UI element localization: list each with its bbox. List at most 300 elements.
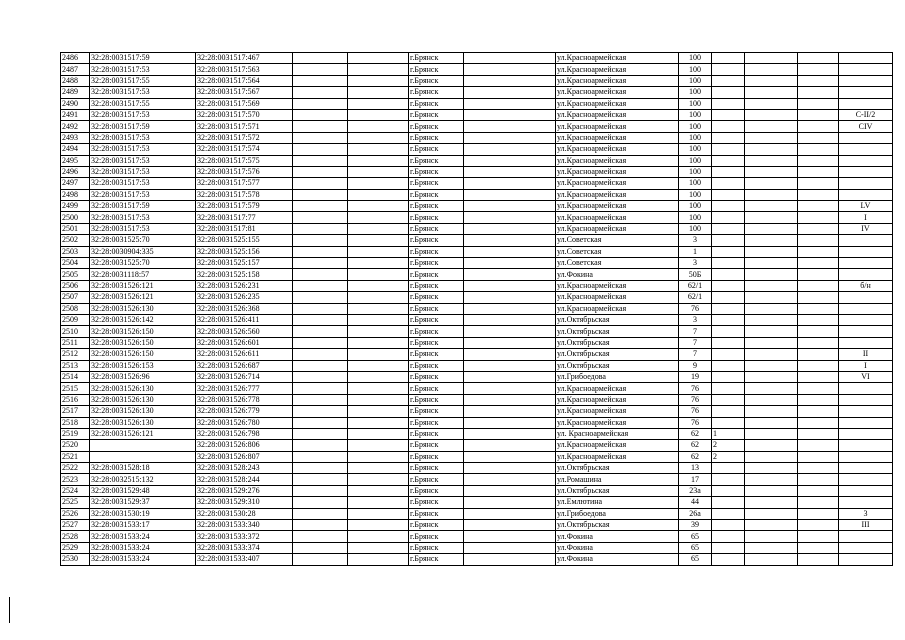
empty-cell [464, 463, 556, 474]
house-number-cell: 17 [679, 474, 712, 485]
empty-cell [798, 451, 839, 462]
floor-cell [712, 166, 745, 177]
table-row [61, 451, 893, 462]
premises-number-cell: II [839, 349, 893, 360]
street-cell: ул.Красноармейская [556, 189, 679, 200]
street-cell: ул.Фокина [556, 531, 679, 542]
city-cell: г.Брянск [409, 314, 464, 325]
table-row [61, 531, 893, 542]
empty-cell [293, 531, 348, 542]
cadastral-quarter-cell: 32:28:0031517:53 [90, 109, 196, 120]
empty-cell [798, 64, 839, 75]
cadastral-number-cell: 32:28:0031517:467 [196, 53, 293, 64]
street-cell: ул.Красноармейская [556, 132, 679, 143]
empty-cell [798, 326, 839, 337]
register-table-body [61, 53, 893, 566]
empty-cell [798, 258, 839, 269]
floor-cell [712, 144, 745, 155]
cadastral-quarter-cell: 32:28:0030904:335 [90, 246, 196, 257]
premises-number-cell [839, 303, 893, 314]
table-row [61, 326, 893, 337]
empty-cell [293, 201, 348, 212]
cadastral-number-cell: 32:28:0031528:243 [196, 463, 293, 474]
table-row [61, 406, 893, 417]
empty-cell [464, 497, 556, 508]
house-number-cell: 19 [679, 371, 712, 382]
street-cell: ул.Красноармейская [556, 144, 679, 155]
cadastral-quarter-cell: 32:28:0031517:53 [90, 189, 196, 200]
empty-cell [348, 189, 409, 200]
empty-cell [348, 155, 409, 166]
empty-cell [293, 178, 348, 189]
empty-cell [745, 155, 798, 166]
cadastral-number-cell: 32:28:0031526:411 [196, 314, 293, 325]
premises-number-cell: LV [839, 201, 893, 212]
table-row [61, 360, 893, 371]
empty-cell [464, 451, 556, 462]
street-cell: ул.Красноармейская [556, 223, 679, 234]
empty-cell [464, 520, 556, 531]
house-number-cell: 23а [679, 485, 712, 496]
cadastral-number-cell: 32:28:0031517:574 [196, 144, 293, 155]
empty-cell [293, 440, 348, 451]
street-cell: ул.Октябрьская [556, 360, 679, 371]
empty-cell [293, 542, 348, 553]
table-row [61, 98, 893, 109]
floor-cell [712, 201, 745, 212]
premises-number-cell: CIV [839, 121, 893, 132]
empty-cell [464, 292, 556, 303]
house-number-cell: 76 [679, 394, 712, 405]
premises-number-cell [839, 314, 893, 325]
empty-cell [798, 155, 839, 166]
row-number-cell: 2521 [61, 451, 90, 462]
street-cell: ул.Фокина [556, 554, 679, 565]
floor-cell [712, 132, 745, 143]
table-row [61, 235, 893, 246]
cadastral-quarter-cell: 32:28:0031526:121 [90, 292, 196, 303]
empty-cell [745, 212, 798, 223]
empty-cell [745, 132, 798, 143]
floor-cell [712, 542, 745, 553]
row-number-cell: 2493 [61, 132, 90, 143]
empty-cell [348, 485, 409, 496]
empty-cell [293, 189, 348, 200]
floor-cell [712, 497, 745, 508]
city-cell: г.Брянск [409, 246, 464, 257]
premises-number-cell [839, 178, 893, 189]
empty-cell [745, 554, 798, 565]
table-row [61, 132, 893, 143]
empty-cell [464, 235, 556, 246]
empty-cell [464, 98, 556, 109]
street-cell: ул.Советская [556, 246, 679, 257]
row-number-cell: 2496 [61, 166, 90, 177]
house-number-cell: 65 [679, 531, 712, 542]
empty-cell [293, 87, 348, 98]
empty-cell [798, 349, 839, 360]
floor-cell [712, 75, 745, 86]
empty-cell [745, 428, 798, 439]
premises-number-cell [839, 394, 893, 405]
city-cell: г.Брянск [409, 132, 464, 143]
street-cell: ул.Красноармейская [556, 383, 679, 394]
empty-cell [745, 520, 798, 531]
premises-number-cell [839, 132, 893, 143]
floor-cell [712, 258, 745, 269]
house-number-cell: 62/1 [679, 280, 712, 291]
row-number-cell: 2530 [61, 554, 90, 565]
house-number-cell: 100 [679, 155, 712, 166]
floor-cell: 1 [712, 428, 745, 439]
cadastral-quarter-cell: 32:28:0031530:19 [90, 508, 196, 519]
cadastral-number-cell: 32:28:0031526:780 [196, 417, 293, 428]
table-row [61, 246, 893, 257]
premises-number-cell: С-II/2 [839, 109, 893, 120]
empty-cell [798, 246, 839, 257]
city-cell: г.Брянск [409, 144, 464, 155]
empty-cell [293, 554, 348, 565]
premises-number-cell [839, 463, 893, 474]
empty-cell [293, 121, 348, 132]
empty-cell [348, 280, 409, 291]
city-cell: г.Брянск [409, 406, 464, 417]
empty-cell [745, 497, 798, 508]
empty-cell [798, 474, 839, 485]
cadastral-quarter-cell: 32:28:0031533:24 [90, 542, 196, 553]
cadastral-quarter-cell: 32:28:0031517:59 [90, 201, 196, 212]
empty-cell [348, 314, 409, 325]
empty-cell [745, 463, 798, 474]
empty-cell [745, 474, 798, 485]
premises-number-cell: I [839, 360, 893, 371]
city-cell: г.Брянск [409, 349, 464, 360]
street-cell: ул.Красноармейская [556, 166, 679, 177]
empty-cell [798, 223, 839, 234]
empty-cell [745, 303, 798, 314]
empty-cell [464, 508, 556, 519]
row-number-cell: 2526 [61, 508, 90, 519]
register-page [60, 52, 876, 566]
empty-cell [745, 121, 798, 132]
empty-cell [348, 508, 409, 519]
city-cell: г.Брянск [409, 166, 464, 177]
floor-cell: 2 [712, 451, 745, 462]
table-row [61, 280, 893, 291]
city-cell: г.Брянск [409, 542, 464, 553]
row-number-cell: 2516 [61, 394, 90, 405]
cadastral-quarter-cell: 32:28:0031517:53 [90, 212, 196, 223]
house-number-cell: 100 [679, 178, 712, 189]
floor-cell [712, 371, 745, 382]
empty-cell [348, 497, 409, 508]
table-row [61, 258, 893, 269]
city-cell: г.Брянск [409, 292, 464, 303]
city-cell: г.Брянск [409, 337, 464, 348]
cadastral-quarter-cell: 32:28:0031525:70 [90, 235, 196, 246]
empty-cell [293, 109, 348, 120]
house-number-cell: 76 [679, 417, 712, 428]
floor-cell: 2 [712, 440, 745, 451]
house-number-cell: 76 [679, 383, 712, 394]
floor-cell [712, 292, 745, 303]
empty-cell [348, 144, 409, 155]
city-cell: г.Брянск [409, 485, 464, 496]
floor-cell [712, 474, 745, 485]
empty-cell [798, 337, 839, 348]
floor-cell [712, 235, 745, 246]
empty-cell [798, 87, 839, 98]
empty-cell [745, 64, 798, 75]
empty-cell [293, 258, 348, 269]
house-number-cell: 3 [679, 235, 712, 246]
premises-number-cell [839, 87, 893, 98]
empty-cell [293, 326, 348, 337]
empty-cell [293, 428, 348, 439]
street-cell: ул.Октябрьская [556, 349, 679, 360]
empty-cell [464, 349, 556, 360]
table-row [61, 542, 893, 553]
cadastral-number-cell: 32:28:0031517:577 [196, 178, 293, 189]
empty-cell [464, 417, 556, 428]
empty-cell [348, 463, 409, 474]
city-cell: г.Брянск [409, 223, 464, 234]
street-cell: ул.Грибоедова [556, 371, 679, 382]
house-number-cell: 100 [679, 109, 712, 120]
empty-cell [464, 144, 556, 155]
row-number-cell: 2524 [61, 485, 90, 496]
table-row [61, 189, 893, 200]
premises-number-cell: б/н [839, 280, 893, 291]
row-number-cell: 2487 [61, 64, 90, 75]
cadastral-quarter-cell: 32:28:0031528:18 [90, 463, 196, 474]
cadastral-number-cell: 32:28:0031517:77 [196, 212, 293, 223]
empty-cell [293, 314, 348, 325]
empty-cell [348, 269, 409, 280]
cadastral-number-cell: 32:28:0031526:611 [196, 349, 293, 360]
table-row [61, 178, 893, 189]
empty-cell [348, 258, 409, 269]
empty-cell [348, 428, 409, 439]
street-cell: ул.Красноармейская [556, 75, 679, 86]
street-cell: ул.Октябрьская [556, 463, 679, 474]
row-number-cell: 2506 [61, 280, 90, 291]
table-row [61, 371, 893, 382]
empty-cell [464, 303, 556, 314]
floor-cell [712, 485, 745, 496]
floor-cell [712, 394, 745, 405]
floor-cell [712, 314, 745, 325]
street-cell: ул.Красноармейская [556, 178, 679, 189]
empty-cell [293, 235, 348, 246]
empty-cell [464, 280, 556, 291]
house-number-cell: 13 [679, 463, 712, 474]
house-number-cell: 3 [679, 258, 712, 269]
floor-cell [712, 531, 745, 542]
cadastral-number-cell: 32:28:0031517:571 [196, 121, 293, 132]
row-number-cell: 2523 [61, 474, 90, 485]
premises-number-cell [839, 75, 893, 86]
floor-cell [712, 280, 745, 291]
empty-cell [745, 508, 798, 519]
table-row [61, 166, 893, 177]
empty-cell [348, 87, 409, 98]
house-number-cell: 7 [679, 337, 712, 348]
empty-cell [745, 109, 798, 120]
empty-cell [745, 440, 798, 451]
table-row [61, 474, 893, 485]
empty-cell [745, 53, 798, 64]
street-cell: ул.Красноармейская [556, 394, 679, 405]
row-number-cell: 2497 [61, 178, 90, 189]
cadastral-number-cell: 32:28:0031526:235 [196, 292, 293, 303]
city-cell: г.Брянск [409, 508, 464, 519]
street-cell: ул.Красноармейская [556, 292, 679, 303]
cadastral-quarter-cell: 32:28:0031517:53 [90, 132, 196, 143]
city-cell: г.Брянск [409, 235, 464, 246]
empty-cell [745, 349, 798, 360]
cadastral-number-cell: 32:28:0031529:310 [196, 497, 293, 508]
premises-number-cell [839, 485, 893, 496]
table-row [61, 144, 893, 155]
floor-cell [712, 520, 745, 531]
city-cell: г.Брянск [409, 258, 464, 269]
empty-cell [745, 87, 798, 98]
city-cell: г.Брянск [409, 212, 464, 223]
row-number-cell: 2507 [61, 292, 90, 303]
empty-cell [293, 497, 348, 508]
empty-cell [745, 451, 798, 462]
row-number-cell: 2529 [61, 542, 90, 553]
street-cell: ул.Красноармейская [556, 87, 679, 98]
empty-cell [464, 428, 556, 439]
empty-cell [745, 542, 798, 553]
floor-cell [712, 337, 745, 348]
empty-cell [798, 508, 839, 519]
row-number-cell: 2510 [61, 326, 90, 337]
premises-number-cell [839, 406, 893, 417]
floor-cell [712, 360, 745, 371]
house-number-cell: 44 [679, 497, 712, 508]
premises-number-cell [839, 326, 893, 337]
empty-cell [798, 542, 839, 553]
cadastral-quarter-cell: 32:28:0031517:53 [90, 223, 196, 234]
row-number-cell: 2518 [61, 417, 90, 428]
row-number-cell: 2512 [61, 349, 90, 360]
empty-cell [798, 394, 839, 405]
cadastral-quarter-cell: 32:28:0031526:130 [90, 303, 196, 314]
row-number-cell: 2525 [61, 497, 90, 508]
empty-cell [293, 64, 348, 75]
table-row [61, 337, 893, 348]
premises-number-cell [839, 144, 893, 155]
empty-cell [798, 53, 839, 64]
city-cell: г.Брянск [409, 109, 464, 120]
city-cell: г.Брянск [409, 75, 464, 86]
empty-cell [293, 337, 348, 348]
empty-cell [798, 109, 839, 120]
empty-cell [348, 326, 409, 337]
empty-cell [293, 463, 348, 474]
floor-cell [712, 155, 745, 166]
city-cell: г.Брянск [409, 360, 464, 371]
street-cell: ул.Октябрьская [556, 337, 679, 348]
empty-cell [798, 292, 839, 303]
table-row [61, 87, 893, 98]
row-number-cell: 2492 [61, 121, 90, 132]
empty-cell [798, 189, 839, 200]
row-number-cell: 2501 [61, 223, 90, 234]
empty-cell [798, 144, 839, 155]
table-row [61, 201, 893, 212]
house-number-cell: 100 [679, 189, 712, 200]
floor-cell [712, 98, 745, 109]
empty-cell [348, 531, 409, 542]
row-number-cell: 2517 [61, 406, 90, 417]
house-number-cell: 100 [679, 87, 712, 98]
cadastral-quarter-cell: 32:28:0031517:59 [90, 53, 196, 64]
empty-cell [798, 485, 839, 496]
house-number-cell: 9 [679, 360, 712, 371]
floor-cell [712, 87, 745, 98]
city-cell: г.Брянск [409, 428, 464, 439]
empty-cell [348, 246, 409, 257]
floor-cell [712, 463, 745, 474]
empty-cell [293, 155, 348, 166]
empty-cell [293, 166, 348, 177]
table-row [61, 64, 893, 75]
house-number-cell: 1 [679, 246, 712, 257]
empty-cell [798, 360, 839, 371]
cadastral-quarter-cell: 32:28:0031118:57 [90, 269, 196, 280]
floor-cell [712, 326, 745, 337]
street-cell: ул.Грибоедова [556, 508, 679, 519]
empty-cell [798, 280, 839, 291]
table-row [61, 440, 893, 451]
premises-number-cell: IV [839, 223, 893, 234]
empty-cell [348, 451, 409, 462]
house-number-cell: 65 [679, 554, 712, 565]
row-number-cell: 2527 [61, 520, 90, 531]
floor-cell [712, 178, 745, 189]
cadastral-number-cell: 32:28:0031528:244 [196, 474, 293, 485]
cadastral-number-cell: 32:28:0031533:407 [196, 554, 293, 565]
empty-cell [745, 258, 798, 269]
street-cell: ул.Красноармейская [556, 109, 679, 120]
premises-number-cell [839, 155, 893, 166]
empty-cell [464, 383, 556, 394]
cadastral-number-cell: 32:28:0031526:687 [196, 360, 293, 371]
empty-cell [348, 360, 409, 371]
house-number-cell: 62 [679, 451, 712, 462]
row-number-cell: 2508 [61, 303, 90, 314]
street-cell: ул.Красноармейская [556, 303, 679, 314]
house-number-cell: 3 [679, 314, 712, 325]
empty-cell [745, 314, 798, 325]
empty-cell [745, 201, 798, 212]
page-edge-mark [9, 597, 10, 623]
cadastral-quarter-cell: 32:28:0031526:121 [90, 428, 196, 439]
cadastral-number-cell: 32:28:0031526:368 [196, 303, 293, 314]
street-cell: ул.Октябрьская [556, 326, 679, 337]
cadastral-number-cell: 32:28:0031517:564 [196, 75, 293, 86]
cadastral-number-cell: 32:28:0031526:231 [196, 280, 293, 291]
premises-number-cell [839, 337, 893, 348]
cadastral-quarter-cell: 32:28:0031526:121 [90, 280, 196, 291]
empty-cell [798, 303, 839, 314]
cadastral-number-cell: 32:28:0031525:156 [196, 246, 293, 257]
empty-cell [464, 371, 556, 382]
